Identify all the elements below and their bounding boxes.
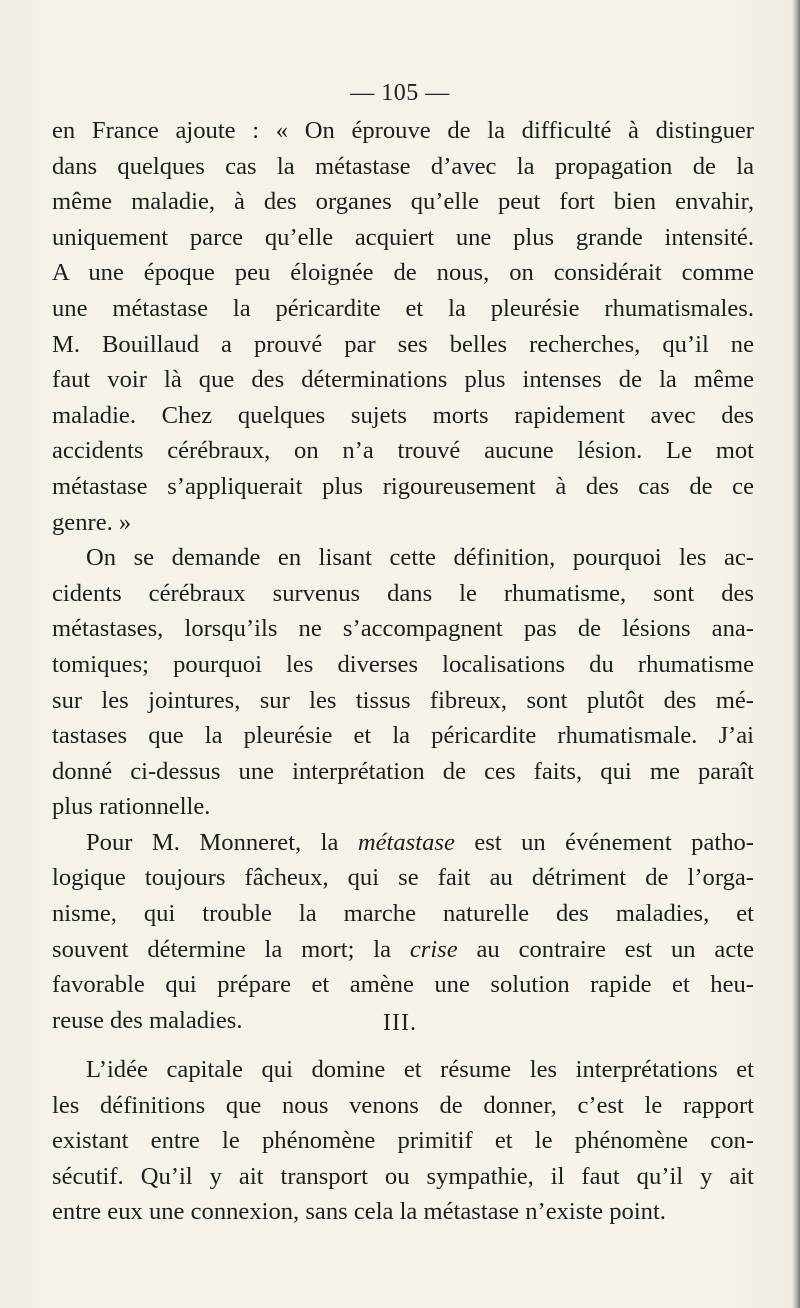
text-line: logique toujours fâcheux, qui se fait au détriment de l’orga- (52, 864, 754, 892)
text-line: tomiques; pourquoi les diverses localisations du rhumatisme (52, 650, 754, 678)
text-line: L’idée capitale qui domine et résume les interprétations et (86, 1056, 754, 1083)
text-line: métastase s’appliquerait plus rigoureusement à des cas de ce (52, 472, 754, 500)
italic-term-metastase: métastase (357, 828, 455, 856)
text-line: On se demande en lisant cette définition, pourquoi les ac- (86, 544, 754, 572)
text-line: favorable qui prépare et amène une solution rapide et heu- (52, 971, 754, 999)
text-fragment: souvent détermine la mort; la (52, 935, 410, 963)
section-heading: III. (383, 1010, 417, 1036)
text-line: sécutif. Qu’il y ait transport ou sympathie, il faut qu’il y ait (52, 1162, 754, 1190)
text-line: donné ci-dessus une interprétation de ces faits, qui me paraît (52, 757, 754, 785)
text-line: métastases, lorsqu’ils ne s’accompagnent pas de lésions ana- (52, 615, 754, 643)
text-line (52, 932, 754, 968)
text-line: dans quelques cas la métastase d’avec la propagation de la (52, 152, 754, 180)
text-line: tastases que la pleurésie et la péricardite rhumatismale. J’ai (52, 722, 754, 750)
text-fragment: est un événement patho- (454, 828, 754, 856)
text-line: faut voir là que des déterminations plus intenses de la même (52, 366, 754, 394)
text-line: genre. » (52, 508, 132, 536)
text-line: en France ajoute : « On éprouve de la difficulté à distinguer (52, 117, 754, 144)
text-line: sur les jointures, sur les tissus fibreux, sont plutôt des mé- (52, 686, 754, 714)
text-line: existant entre le phénomène primitif et le phénomène con- (52, 1127, 754, 1155)
body-text-section-3 (52, 1052, 754, 1230)
italic-term-crise: crise (409, 935, 458, 963)
text-line: les définitions que nous venons de donner, c’est le rapport (52, 1091, 754, 1119)
page-number-header: — 105 — (350, 80, 450, 106)
text-line: accidents cérébraux, on n’a trouvé aucune lésion. Le mot (52, 437, 754, 465)
text-line (52, 825, 754, 861)
text-line: uniquement parce qu’elle acquiert une plus grande intensité. (52, 223, 754, 251)
text-line: une métastase la péricardite et la pleurésie rhumatismales. (52, 294, 754, 322)
text-line: cidents cérébraux survenus dans le rhumatisme, sont des (52, 579, 754, 607)
text-line: plus rationnelle. (52, 793, 211, 821)
text-line: même maladie, à des organes qu’elle peut fort bien envahir, (52, 188, 754, 216)
text-line: entre eux une connexion, sans cela la métastase n’existe point. (52, 1198, 666, 1226)
body-text (52, 113, 754, 1038)
text-fragment: au contraire est un acte (457, 935, 755, 963)
page-edge-shadow (792, 0, 800, 1308)
text-line: maladie. Chez quelques sujets morts rapidement avec des (52, 401, 754, 429)
text-line: nisme, qui trouble la marche naturelle des maladies, et (52, 900, 754, 928)
text-line: M. Bouillaud a prouvé par ses belles recherches, qu’il ne (52, 330, 754, 358)
text-line: reuse des maladies. (52, 1006, 243, 1034)
text-line: A une époque peu éloignée de nous, on considérait comme (52, 259, 754, 287)
text-fragment: Pour M. Monneret, la (86, 828, 358, 856)
